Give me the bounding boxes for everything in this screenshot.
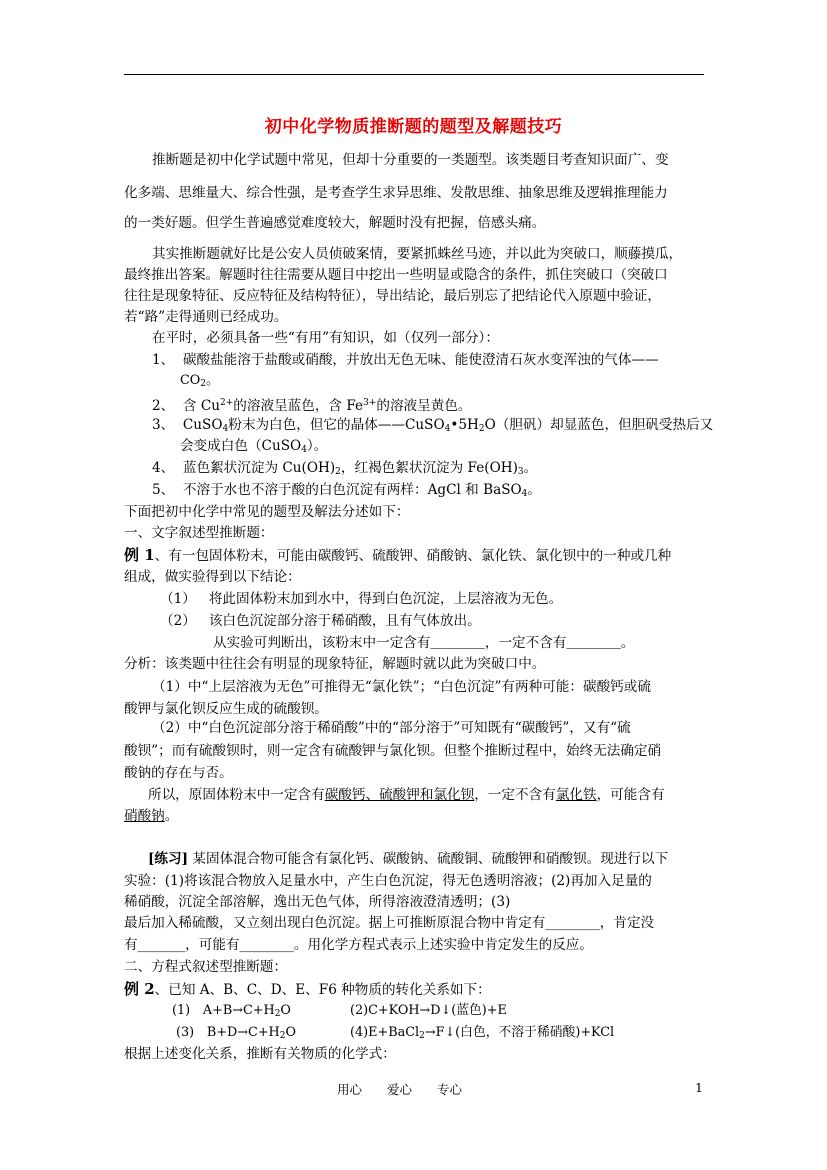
analysis-head: 分析：该类题中往往会有明显的现象特征，解题时就以此为突破口中。 xyxy=(124,656,546,672)
example-1-line1: 例 1、有一包固体粉末，可能由碳酸钙、硫酸钾、硝酸钠、氯化铁、氯化钡中的一种或几种 xyxy=(124,546,672,564)
knowledge-item-1: 1、 碳酸盐能溶于盐酸或硝酸，并放出无色无味、能使澄清石灰水变浑浊的气体—— xyxy=(152,352,659,368)
para2-line2: 最终推出答案。解题时往往需要从题目中挖出一些明显或隐含的条件，抓住突破口（突破口 xyxy=(124,267,668,283)
header-rule xyxy=(124,74,704,75)
equation-2: (2)C+KOH→D↓(蓝色)+E xyxy=(350,1003,507,1018)
section-2-heading: 二、方程式叙述型推断题： xyxy=(124,959,288,975)
analysis-1-line1: （1）中“上层溶液为无色”可推得无“氯化铁”；“白色沉淀”有两种可能：碳酸钙或硫 xyxy=(152,679,651,695)
practice-line4: 最后加入稀硫酸，又立刻出现白色沉淀。据上可推断原混合物中肯定有________，肯定没 xyxy=(124,915,655,931)
knowledge-item-1-cont: $CO_2$。 xyxy=(180,373,219,389)
equation-3: (3) $B+D\to C+H_2O$ xyxy=(176,1025,296,1041)
analysis-conclusion-cont: 硝酸钠。 xyxy=(124,808,179,824)
para1-line1: 推断题是初中化学试题中常见，但却十分重要的一类题型。该类题目考查知识面广、变 xyxy=(152,152,669,168)
para2-line3: 往往是现象特征、反应特征及结构特征），导出结论，最后别忘了把结论代入原题中验证， xyxy=(124,288,661,304)
page-number: 1 xyxy=(695,1080,703,1095)
example-1-question: 从实验可判断出，该粉末中一定含有＿＿＿＿，一定不含有＿＿＿＿。 xyxy=(213,635,635,651)
analysis-2-line2: 酸钡”；而有硫酸钡时，则一定含有硫酸钾与氯化钡。但整个推断过程中，始终无法确定硝 xyxy=(124,743,662,759)
knowledge-item-4: 4、 蓝色絮状沉淀为 $Cu(OH)_2$，红褐色絮状沉淀为 $Fe(OH)_3$。 xyxy=(152,460,538,477)
para3: 在平时，必须具备一些“有用”有知识，如（仅列一部分）： xyxy=(152,330,499,346)
page-title: 初中化学物质推断题的题型及解题技巧 xyxy=(264,117,563,137)
para1-line2: 化多端、思维量大、综合性强，是考查学生求异思维、发散思维、抽象思维及逻辑推理能力 xyxy=(124,185,668,201)
example-1-line2: 组成，做实验得到以下结论： xyxy=(124,569,301,585)
analysis-1-line2: 酸钾与氯化钡反应生成的硫酸钡。 xyxy=(124,701,328,717)
analysis-2-line1: （2）中“白色沉淀部分溶于稀硝酸”中的“部分溶于”可知既有“碳酸钙”，又有“硫 xyxy=(152,720,631,736)
knowledge-item-5: 5、 不溶于水也不溶于酸的白色沉淀有两样：AgCl 和 BaSO$_4$。 xyxy=(152,482,541,499)
knowledge-item-3-cont: 会变成白色（CuSO$_4$）。 xyxy=(180,438,328,455)
equation-1: (1) $A+B\to C+H_2O$ xyxy=(172,1003,291,1019)
para2-line4: 若“路”走得通则已经成功。 xyxy=(124,309,288,325)
equation-4: (4)E+BaCl$_2$→F↓(白色，不溶于稀硝酸)+KCl xyxy=(350,1025,615,1041)
example-1-cond-1: （1） 将此固体粉末加到水中，得到白色沉淀，上层溶液为无色。 xyxy=(160,591,563,607)
example-2-tail: 根据上述变化关系，推断有关物质的化学式： xyxy=(124,1046,396,1062)
footer-center: 用心 爱心 专心 xyxy=(337,1082,463,1097)
analysis-conclusion: 所以，原固体粉末中一定含有碳酸钙、硫酸钾和氯化钡，一定不含有氯化铁，可能含有 xyxy=(148,787,665,803)
practice-line2: 实验：(1)将该混合物放入足量水中，产生白色沉淀，得无色透明溶液；(2)再加入足量的 xyxy=(124,873,652,889)
intro-line: 下面把初中化学中常见的题型及解法分述如下： xyxy=(124,504,410,520)
example-2-line1: 例 2、已知 A、B、C、D、E、F6 种物质的转化关系如下： xyxy=(124,980,491,998)
para2-line1: 其实推断题就好比是公安人员侦破案情，要紧抓蛛丝马迹，并以此为突破口，顺藤摸瓜， xyxy=(152,246,683,262)
practice-line5: 有_______，可能有________。用化学方程式表示上述实验中肯定发生的反应。 xyxy=(124,937,593,953)
knowledge-item-2: 2、 含 $Cu^{2+}$的溶液呈蓝色，含 $Fe^{3+}$的溶液呈黄色。 xyxy=(152,398,472,414)
analysis-2-line3: 酸钠的存在与否。 xyxy=(124,765,233,781)
section-1-heading: 一、文字叙述型推断题： xyxy=(124,525,274,541)
para1-line3: 的一类好题。但学生普遍感觉难度较大，解题时没有把握，倍感头痛。 xyxy=(124,215,546,231)
example-1-cond-2: （2） 该白色沉淀部分溶于稀硝酸，且有气体放出。 xyxy=(160,613,481,629)
practice-line3: 稀硝酸，沉淀全部溶解，逸出无色气体，所得溶液澄清透明；(3) xyxy=(124,894,511,910)
practice-line1: [练习] 某固体混合物可能含有氯化钙、碳酸钠、硫酸铜、硫酸钾和硝酸钡。现进行以下 xyxy=(148,851,669,867)
knowledge-item-3: 3、 CuSO$_4$粉末为白色，但它的晶体$——CuSO_4•5H_2O$（胆矾）却显蓝色，但胆矾受热后又 xyxy=(152,417,714,434)
